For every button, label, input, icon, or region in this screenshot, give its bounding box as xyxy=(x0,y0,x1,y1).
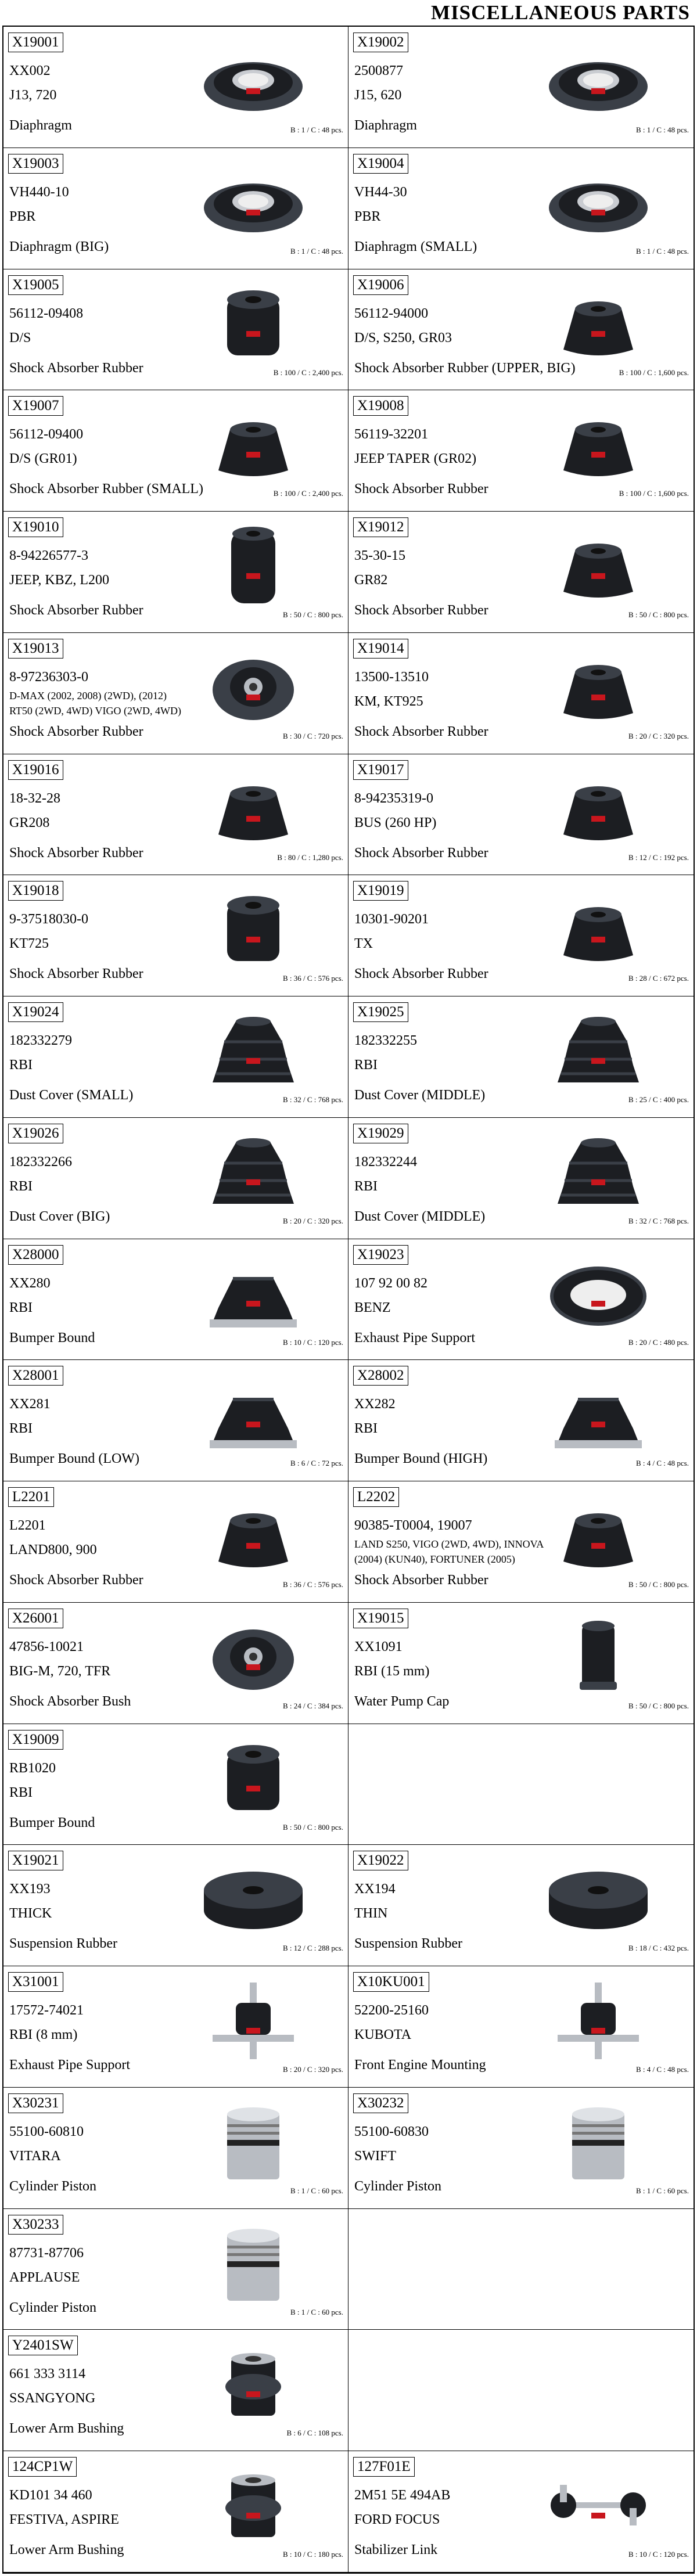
part-number: 182332255 xyxy=(354,1033,417,1049)
cone-rubber-icon xyxy=(195,759,311,858)
ring-support-icon xyxy=(540,1244,656,1343)
part-card xyxy=(348,1845,694,1966)
part-card xyxy=(3,2330,348,2451)
part-number: 10301-90201 xyxy=(354,912,429,927)
part-card xyxy=(3,1845,348,1966)
part-description: Bumper Bound xyxy=(9,1815,95,1830)
part-application: FORD FOCUS xyxy=(354,2512,440,2528)
part-number: 56112-09400 xyxy=(9,427,84,442)
part-card xyxy=(348,1239,694,1361)
part-number: 55100-60830 xyxy=(354,2124,429,2139)
packing-quantity: B : 20 / C : 320 pcs. xyxy=(628,731,689,740)
part-number: 8-94226577-3 xyxy=(9,548,88,564)
part-code: X19012 xyxy=(353,517,408,537)
part-number: 182332279 xyxy=(9,1033,72,1049)
part-description: Shock Absorber Rubber xyxy=(9,966,143,982)
part-description: Shock Absorber Rubber xyxy=(354,1573,488,1588)
part-description: Shock Absorber Rubber xyxy=(9,1573,143,1588)
part-application: BENZ xyxy=(354,1300,391,1315)
part-card xyxy=(3,996,348,1118)
cone-rubber-icon xyxy=(540,638,656,736)
part-card xyxy=(3,875,348,996)
packing-quantity: B : 50 / C : 800 pcs. xyxy=(282,610,343,620)
dust-cover-icon xyxy=(540,1001,656,1100)
packing-quantity: B : 28 / C : 672 pcs. xyxy=(628,974,689,983)
part-number: XX280 xyxy=(9,1275,51,1291)
part-code: X19022 xyxy=(353,1851,408,1870)
packing-quantity: B : 30 / C : 720 pcs. xyxy=(282,731,343,740)
part-number: 2500877 xyxy=(354,63,403,78)
bushing-icon xyxy=(195,2456,311,2555)
part-number: XX002 xyxy=(9,63,51,78)
part-code: X28002 xyxy=(353,1366,408,1386)
part-application: RBI xyxy=(9,1785,33,1800)
part-application: SWIFT xyxy=(354,2148,396,2164)
part-application: KUBOTA xyxy=(354,2027,412,2043)
packing-quantity: B : 100 / C : 2,400 pcs. xyxy=(273,489,343,498)
part-code: X19001 xyxy=(8,33,63,52)
packing-quantity: B : 1 / C : 48 pcs. xyxy=(635,246,689,256)
packing-quantity: B : 20 / C : 320 pcs. xyxy=(282,1216,343,1225)
part-card xyxy=(3,1724,348,1845)
part-code: X19023 xyxy=(353,1245,408,1265)
flat-rubber-icon xyxy=(195,1850,311,1948)
part-card xyxy=(3,1481,348,1603)
diaphragm-icon xyxy=(540,153,656,251)
part-description: Bumper Bound (HIGH) xyxy=(354,1451,488,1467)
packing-quantity: B : 80 / C : 1,280 pcs. xyxy=(277,852,343,862)
packing-quantity: B : 50 / C : 800 pcs. xyxy=(628,1701,689,1710)
part-application: APPLAUSE xyxy=(9,2269,80,2285)
part-code: X28001 xyxy=(8,1366,63,1386)
part-card xyxy=(348,1360,694,1481)
cone-rubber-icon xyxy=(195,1486,311,1585)
part-card xyxy=(3,2451,348,2573)
part-code: X19015 xyxy=(353,1609,408,1628)
part-description: Stabilizer Link xyxy=(354,2542,438,2558)
part-code: X19017 xyxy=(353,760,408,780)
part-number: 8-94235319-0 xyxy=(354,790,433,806)
part-card xyxy=(348,2451,694,2573)
mount-icon xyxy=(540,1971,656,2070)
piston-icon xyxy=(540,2092,656,2191)
part-code: 124CP1W xyxy=(8,2457,77,2477)
part-description: Shock Absorber Rubber (UPPER, BIG) xyxy=(354,360,576,376)
part-code: X19013 xyxy=(8,639,63,659)
part-number: 17572-74021 xyxy=(9,2003,84,2019)
part-code: X19006 xyxy=(353,275,408,295)
part-description: Suspension Rubber xyxy=(9,1936,117,1952)
bumper-bound-icon xyxy=(540,1365,656,1463)
part-card xyxy=(348,633,694,754)
part-application: RBI (8 mm) xyxy=(9,2027,78,2043)
part-application: PBR xyxy=(9,208,36,224)
part-application: FESTIVA, ASPIRE xyxy=(9,2512,119,2528)
part-number: 90385-T0004, 19007 xyxy=(354,1518,472,1534)
part-card xyxy=(348,996,694,1118)
part-number: 56119-32201 xyxy=(354,427,429,442)
page-header xyxy=(0,0,697,26)
part-application: D/S (GR01) xyxy=(9,451,77,467)
packing-quantity: B : 100 / C : 1,600 pcs. xyxy=(619,368,689,377)
part-application: RBI xyxy=(9,1421,33,1437)
bush-rubber-icon xyxy=(195,1607,311,1706)
empty-cell xyxy=(348,2209,694,2330)
piston-icon xyxy=(195,2214,311,2312)
part-card xyxy=(348,1481,694,1603)
part-description: Water Pump Cap xyxy=(354,1693,450,1709)
part-description: Shock Absorber Rubber xyxy=(9,360,143,376)
packing-quantity: B : 10 / C : 180 pcs. xyxy=(282,2550,343,2559)
part-description: Shock Absorber Rubber (SMALL) xyxy=(9,481,203,497)
part-description: Diaphragm xyxy=(9,118,72,133)
part-card xyxy=(348,148,694,269)
part-number: 35-30-15 xyxy=(354,548,405,564)
part-description: Shock Absorber Rubber xyxy=(354,603,488,618)
part-number: 182332266 xyxy=(9,1154,72,1170)
part-description: Lower Arm Bushing xyxy=(9,2421,124,2437)
cone-rubber-icon xyxy=(195,395,311,494)
part-card xyxy=(348,512,694,633)
part-code: X19019 xyxy=(353,881,408,901)
part-card xyxy=(348,1603,694,1724)
part-description: Diaphragm xyxy=(354,118,417,133)
packing-quantity: B : 50 / C : 800 pcs. xyxy=(628,1580,689,1589)
cylinder-rubber-icon xyxy=(195,1729,311,1827)
packing-quantity: B : 1 / C : 60 pcs. xyxy=(290,2186,343,2195)
part-application: (2004) (KUN40), FORTUNER (2005) xyxy=(354,1553,515,1566)
part-code: X30233 xyxy=(8,2215,63,2235)
piston-icon xyxy=(195,2092,311,2191)
part-code: X30231 xyxy=(8,2093,63,2113)
empty-cell xyxy=(348,1724,694,1845)
part-application: KT725 xyxy=(9,936,49,952)
packing-quantity: B : 100 / C : 1,600 pcs. xyxy=(619,489,689,498)
packing-quantity: B : 4 / C : 48 pcs. xyxy=(635,2065,689,2074)
part-number: 56112-94000 xyxy=(354,305,429,321)
part-code: X19009 xyxy=(8,1730,63,1750)
packing-quantity: B : 1 / C : 48 pcs. xyxy=(290,125,343,134)
part-application: J15, 620 xyxy=(354,88,402,103)
part-application: RBI xyxy=(354,1421,378,1437)
packing-quantity: B : 24 / C : 384 pcs. xyxy=(282,1701,343,1710)
part-code: 127F01E xyxy=(353,2457,415,2477)
part-card xyxy=(3,390,348,512)
part-card xyxy=(3,1360,348,1481)
part-card xyxy=(3,754,348,876)
part-description: Cylinder Piston xyxy=(354,2178,442,2194)
part-card xyxy=(3,1966,348,2088)
packing-quantity: B : 32 / C : 768 pcs. xyxy=(628,1216,689,1225)
packing-quantity: B : 20 / C : 320 pcs. xyxy=(282,2065,343,2074)
part-application: GR82 xyxy=(354,573,388,588)
part-description: Shock Absorber Rubber xyxy=(354,724,488,739)
part-code: L2202 xyxy=(353,1487,399,1507)
packing-quantity: B : 1 / C : 48 pcs. xyxy=(635,125,689,134)
packing-quantity: B : 10 / C : 120 pcs. xyxy=(282,1337,343,1347)
part-application: BIG-M, 720, TFR xyxy=(9,1663,111,1679)
part-number: 18-32-28 xyxy=(9,790,60,806)
packing-quantity: B : 36 / C : 576 pcs. xyxy=(282,974,343,983)
packing-quantity: B : 36 / C : 576 pcs. xyxy=(282,1580,343,1589)
part-application: D-MAX (2002, 2008) (2WD), (2012) xyxy=(9,689,167,701)
part-application: BUS (260 HP) xyxy=(354,815,437,830)
part-code: Y2401SW xyxy=(8,2336,78,2355)
part-card xyxy=(3,269,348,391)
part-application: RBI xyxy=(354,1057,378,1073)
bumper-bound-icon xyxy=(195,1365,311,1463)
part-description: Shock Absorber Rubber xyxy=(9,845,143,861)
bushing-icon xyxy=(195,2334,311,2433)
stabilizer-link-icon xyxy=(540,2456,656,2555)
cone-rubber-icon xyxy=(540,516,656,615)
part-number: RB1020 xyxy=(9,1760,56,1776)
part-code: X19016 xyxy=(8,760,63,780)
packing-quantity: B : 25 / C : 400 pcs. xyxy=(628,1095,689,1104)
part-description: Cylinder Piston xyxy=(9,2178,97,2194)
part-card xyxy=(3,148,348,269)
packing-quantity: B : 50 / C : 800 pcs. xyxy=(282,1822,343,1832)
packing-quantity: B : 12 / C : 288 pcs. xyxy=(282,1944,343,1953)
part-code: X31001 xyxy=(8,1972,63,1992)
packing-quantity: B : 6 / C : 108 pcs. xyxy=(286,2429,343,2438)
part-card xyxy=(3,2088,348,2209)
packing-quantity: B : 50 / C : 800 pcs. xyxy=(628,610,689,620)
part-description: Dust Cover (SMALL) xyxy=(9,1088,134,1103)
part-number: 9-37518030-0 xyxy=(9,912,88,927)
part-number: 107 92 00 82 xyxy=(354,1275,427,1291)
parts-catalog-grid xyxy=(2,26,695,2574)
part-number: L2201 xyxy=(9,1518,46,1534)
part-card xyxy=(3,1118,348,1239)
part-number: XX1091 xyxy=(354,1639,403,1654)
mount-icon xyxy=(195,1971,311,2070)
part-description: Shock Absorber Rubber xyxy=(354,845,488,861)
dust-cover-icon xyxy=(195,1122,311,1221)
part-description: Dust Cover (MIDDLE) xyxy=(354,1208,486,1224)
part-application: THIN xyxy=(354,1906,388,1922)
part-code: X19021 xyxy=(8,1851,63,1870)
part-application: LAND S250, VIGO (2WD, 4WD), INNOVA xyxy=(354,1538,544,1550)
part-card xyxy=(348,1118,694,1239)
part-description: Shock Absorber Rubber xyxy=(354,966,488,982)
part-card xyxy=(3,633,348,754)
part-number: 182332244 xyxy=(354,1154,417,1170)
part-description: Shock Absorber Rubber xyxy=(9,603,143,618)
part-code: X19024 xyxy=(8,1002,63,1022)
part-application: JEEP TAPER (GR02) xyxy=(354,451,477,467)
cylinder-rubber-icon xyxy=(195,274,311,373)
part-application: RBI xyxy=(9,1057,33,1073)
part-description: Shock Absorber Rubber xyxy=(354,481,488,497)
part-application: TX xyxy=(354,936,373,952)
part-code: X19026 xyxy=(8,1124,63,1143)
dust-cover-icon xyxy=(540,1122,656,1221)
packing-quantity: B : 100 / C : 2,400 pcs. xyxy=(273,368,343,377)
part-description: Bumper Bound (LOW) xyxy=(9,1451,139,1467)
part-card xyxy=(348,1966,694,2088)
part-application: RT50 (2WD, 4WD) VIGO (2WD, 4WD) xyxy=(9,704,182,717)
part-card xyxy=(348,2088,694,2209)
packing-quantity: B : 6 / C : 72 pcs. xyxy=(290,1459,343,1468)
cone-rubber-icon xyxy=(540,274,656,373)
packing-quantity: B : 32 / C : 768 pcs. xyxy=(282,1095,343,1104)
part-number: 52200-25160 xyxy=(354,2003,429,2019)
part-card xyxy=(3,512,348,633)
part-number: 56112-09408 xyxy=(9,305,84,321)
part-number: XX281 xyxy=(9,1397,51,1412)
part-application: D/S xyxy=(9,330,31,346)
part-application: LAND800, 900 xyxy=(9,1542,97,1558)
part-application: J13, 720 xyxy=(9,88,57,103)
part-code: X19014 xyxy=(353,639,408,659)
diaphragm-icon xyxy=(195,153,311,251)
part-card xyxy=(3,1239,348,1361)
diaphragm-icon xyxy=(540,31,656,130)
cone-rubber-icon xyxy=(540,395,656,494)
packing-quantity: B : 1 / C : 60 pcs. xyxy=(635,2186,689,2195)
cone-rubber-icon xyxy=(540,880,656,978)
part-number: VH440-10 xyxy=(9,184,69,200)
part-application: RBI xyxy=(9,1178,33,1194)
part-number: 13500-13510 xyxy=(354,669,429,685)
bush-rubber-icon xyxy=(195,638,311,736)
part-code: X19007 xyxy=(8,396,63,416)
part-card xyxy=(3,27,348,148)
part-code: X19025 xyxy=(353,1002,408,1022)
cylinder-rubber-icon xyxy=(195,880,311,978)
part-code: X19005 xyxy=(8,275,63,295)
part-card xyxy=(3,1603,348,1724)
part-description: Shock Absorber Bush xyxy=(9,1693,131,1709)
part-number: XX193 xyxy=(9,1881,51,1897)
part-description: Dust Cover (BIG) xyxy=(9,1208,110,1224)
cone-rubber-icon xyxy=(540,759,656,858)
part-code: X10KU001 xyxy=(353,1972,429,1992)
part-card xyxy=(348,875,694,996)
part-description: Dust Cover (MIDDLE) xyxy=(354,1088,486,1103)
part-code: X28000 xyxy=(8,1245,63,1265)
packing-quantity: B : 4 / C : 48 pcs. xyxy=(635,1459,689,1468)
part-application: THICK xyxy=(9,1906,52,1922)
part-number: 2M51 5E 494AB xyxy=(354,2488,451,2503)
part-application: RBI xyxy=(9,1300,33,1315)
packing-quantity: B : 1 / C : 60 pcs. xyxy=(290,2307,343,2316)
part-card xyxy=(348,27,694,148)
part-application: PBR xyxy=(354,208,381,224)
part-card xyxy=(348,754,694,876)
part-number: 661 333 3114 xyxy=(9,2366,86,2382)
part-application: SSANGYONG xyxy=(9,2391,96,2406)
part-code: X19029 xyxy=(353,1124,408,1143)
part-application: GR208 xyxy=(9,815,50,830)
part-code: X19008 xyxy=(353,396,408,416)
part-code: X30232 xyxy=(353,2093,408,2113)
packing-quantity: B : 1 / C : 48 pcs. xyxy=(290,246,343,256)
part-description: Bumper Bound xyxy=(9,1330,95,1345)
part-number: XX282 xyxy=(354,1397,396,1412)
diaphragm-icon xyxy=(195,31,311,130)
part-description: Cylinder Piston xyxy=(9,2300,97,2315)
part-card xyxy=(348,269,694,391)
empty-cell xyxy=(348,2330,694,2451)
part-number: 47856-10021 xyxy=(9,1639,84,1654)
part-application: VITARA xyxy=(9,2148,61,2164)
cone-rubber-icon xyxy=(540,1486,656,1585)
part-code: X26001 xyxy=(8,1609,63,1628)
part-code: X19002 xyxy=(353,33,408,52)
packing-quantity: B : 18 / C : 432 pcs. xyxy=(628,1944,689,1953)
tall-rubber-icon xyxy=(195,516,311,615)
packing-quantity: B : 20 / C : 480 pcs. xyxy=(628,1337,689,1347)
part-description: Suspension Rubber xyxy=(354,1936,462,1952)
part-code: X19010 xyxy=(8,517,63,537)
part-card xyxy=(3,2209,348,2330)
part-number: 8-97236303-0 xyxy=(9,669,88,685)
cap-icon xyxy=(540,1607,656,1706)
part-description: Front Engine Mounting xyxy=(354,2057,486,2073)
bumper-bound-icon xyxy=(195,1244,311,1343)
part-number: KD101 34 460 xyxy=(9,2488,92,2503)
part-description: Diaphragm (BIG) xyxy=(9,239,109,254)
part-application: D/S, S250, GR03 xyxy=(354,330,452,346)
part-description: Diaphragm (SMALL) xyxy=(354,239,477,254)
part-description: Exhaust Pipe Support xyxy=(354,1330,475,1345)
part-code: L2201 xyxy=(8,1487,54,1507)
flat-rubber-icon xyxy=(540,1850,656,1948)
page-title: MISCELLANEOUS PARTS xyxy=(431,1,690,24)
part-card xyxy=(348,390,694,512)
part-description: Exhaust Pipe Support xyxy=(9,2057,130,2073)
dust-cover-icon xyxy=(195,1001,311,1100)
part-application: JEEP, KBZ, L200 xyxy=(9,573,110,588)
part-number: 87731-87706 xyxy=(9,2245,84,2261)
part-application: KM, KT925 xyxy=(354,693,423,709)
part-description: Shock Absorber Rubber xyxy=(9,724,143,739)
part-number: 55100-60810 xyxy=(9,2124,84,2139)
part-code: X19003 xyxy=(8,154,63,174)
part-application: RBI (15 mm) xyxy=(354,1663,430,1679)
part-number: VH44-30 xyxy=(354,184,407,200)
part-code: X19018 xyxy=(8,881,63,901)
part-description: Lower Arm Bushing xyxy=(9,2542,124,2558)
part-code: X19004 xyxy=(353,154,408,174)
packing-quantity: B : 12 / C : 192 pcs. xyxy=(628,852,689,862)
part-application: RBI xyxy=(354,1178,378,1194)
part-number: XX194 xyxy=(354,1881,396,1897)
packing-quantity: B : 10 / C : 120 pcs. xyxy=(628,2550,689,2559)
